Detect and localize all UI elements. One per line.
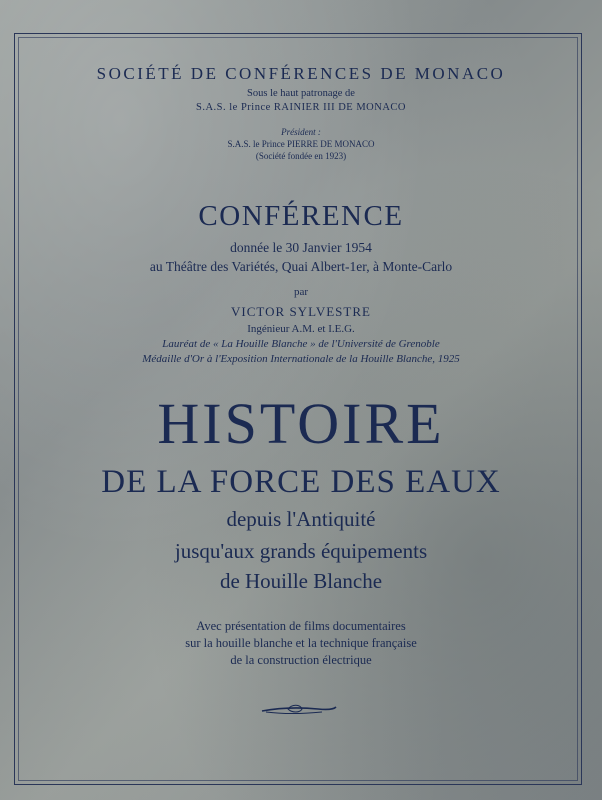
main-title: HISTOIRE: [157, 391, 445, 456]
subtitle-line-3: de Houille Blanche: [219, 569, 383, 593]
films-line-1: Avec présentation de films documentaires: [196, 619, 406, 633]
patronage-line-1: Sous le haut patronage de: [247, 88, 355, 99]
author-name: VICTOR SYLVESTRE: [231, 304, 371, 319]
conference-title: CONFÉRENCE: [198, 200, 404, 232]
society-name: SOCIÉTÉ DE CONFÉRENCES DE MONACO: [96, 64, 506, 83]
founded-note: (Société fondée en 1923): [255, 151, 347, 161]
subtitle-line-1: depuis l'Antiquité: [226, 507, 376, 531]
president-name: S.A.S. le Prince PIERRE DE MONACO: [227, 139, 375, 149]
films-line-2: sur la houille blanche et la technique française: [185, 636, 417, 650]
subtitle-line-2: jusqu'aux grands équipements: [174, 539, 428, 563]
patronage-line-2: S.A.S. le Prince RAINIER III DE MONACO: [195, 102, 407, 113]
flourish-ornament-icon: [258, 700, 338, 720]
by-label: par: [293, 286, 309, 298]
conference-venue: au Théâtre des Variétés, Quai Albert-1er, à Monte-Carlo: [149, 259, 453, 274]
main-title-line-2: DE LA FORCE DES EAUX: [101, 464, 501, 500]
conference-date: donnée le 30 Janvier 1954: [230, 240, 372, 255]
president-label: Président :: [281, 127, 321, 137]
author-credentials: Ingénieur A.M. et I.E.G.: [247, 323, 355, 335]
author-medal: Médaille d'Or à l'Exposition Internationale de la Houille Blanche, 1925: [142, 353, 460, 365]
films-line-3: de la construction électrique: [230, 653, 372, 667]
author-laureate: Lauréat de « La Houille Blanche » de l'Université de Grenoble: [162, 338, 440, 350]
